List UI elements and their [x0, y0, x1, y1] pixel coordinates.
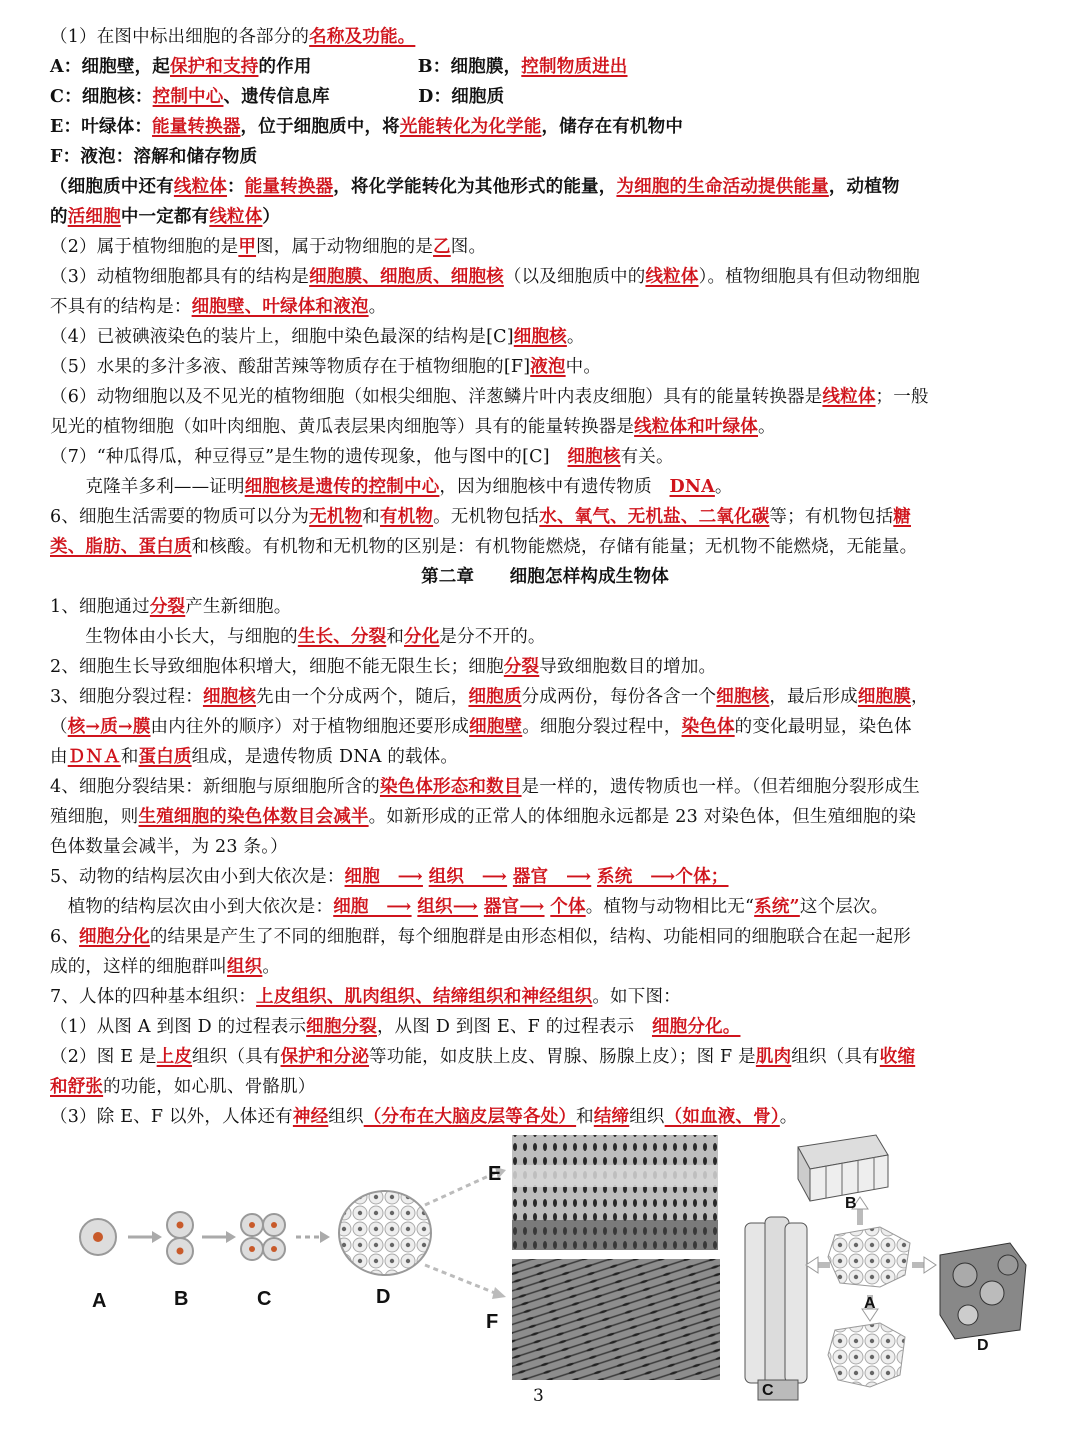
text-segment: ， — [910, 687, 929, 707]
text-segment: ，因为细胞核中有遗传物质 — [439, 477, 670, 497]
text-segment: （细胞质中还有 — [50, 177, 174, 197]
answer-text: 控制中心 — [152, 87, 224, 107]
caption-c: C — [257, 1288, 272, 1310]
text-segment: 图，属于动物细胞的是 — [256, 237, 434, 257]
answer-text: 系统” — [754, 897, 800, 917]
text-line — [50, 806, 1040, 828]
caption-right-b: B — [845, 1195, 857, 1212]
text-segment: 。细胞分裂过程中， — [522, 717, 682, 737]
caption-a: A — [92, 1290, 107, 1312]
answer-text: ＤＮＡ — [67, 747, 121, 767]
text-line — [50, 896, 1040, 918]
answer-text: 结缔 — [593, 1107, 630, 1127]
answer-text: 核→质→膜 — [67, 717, 151, 737]
text-segment: 、遗传信息库 — [223, 87, 330, 107]
text-segment: 是一样的，遗传物质也一样。（但若细胞分裂形成生 — [521, 777, 920, 797]
caption-right-c: C — [762, 1382, 774, 1399]
answer-text: 乙 — [433, 237, 451, 257]
text-line — [50, 416, 1040, 438]
text-segment: 5、动物的结构层次由小到大依次是： — [50, 867, 345, 887]
text-segment: ；一般 — [875, 387, 929, 407]
answer-text: （如血液、骨） — [664, 1107, 780, 1127]
answer-text: 保护和支持 — [169, 57, 259, 77]
text-segment: 的变化最明显，染色体 — [734, 717, 912, 737]
text-segment: 等；有机物包括 — [769, 507, 894, 527]
text-line — [50, 386, 1040, 408]
text-segment: 克隆羊多利——证明 — [50, 477, 245, 497]
answer-text: 细胞质 — [468, 687, 522, 707]
answer-text: 分裂 — [149, 597, 186, 617]
text-segment: 由 — [50, 747, 68, 767]
text-segment: （4）已被碘液染色的装片上，细胞中染色最深的结构是[C] — [50, 327, 514, 347]
text-segment: 。 — [779, 1107, 798, 1127]
answer-text: 器官 ⟶ — [512, 867, 592, 887]
text-segment: 导致细胞数目的增加。 — [539, 657, 717, 677]
text-segment: 组成，是遗传物质 DNA 的载体。 — [191, 747, 459, 767]
text-segment: ，将化学能转化为其他形式的能量， — [333, 177, 617, 197]
answer-text: 为细胞的生命活动提供能量 — [616, 177, 829, 197]
text-line — [50, 1016, 1040, 1038]
cell-division-diagram — [0, 1125, 1080, 1428]
text-line — [50, 716, 1040, 738]
answer-text: 无机物 — [309, 507, 363, 527]
answer-text: 糖 — [893, 507, 911, 527]
answer-text: 细胞 ⟶ — [344, 867, 423, 887]
answer-text: 线粒体和叶绿体 — [634, 417, 759, 437]
answer-text: 能量转换器 — [244, 177, 334, 197]
answer-text: 上皮组织、肌肉组织、结缔组织和神经组织 — [256, 987, 593, 1007]
text-segment: 产生新细胞。 — [185, 597, 292, 617]
text-segment: 的 — [50, 207, 68, 227]
caption-d: D — [376, 1286, 391, 1308]
text-segment: D：细胞质 — [329, 87, 505, 107]
answer-text: 生殖细胞的染色体数目会减半 — [138, 807, 369, 827]
text-segment: 3、细胞分裂过程： — [50, 687, 203, 707]
text-line — [50, 176, 1040, 198]
text-segment: 。无机物包括 — [433, 507, 540, 527]
answer-text: 细胞分化 — [79, 927, 150, 947]
answer-text: 细胞分裂 — [306, 1017, 377, 1037]
text-line — [50, 236, 1040, 258]
cell-d — [339, 1191, 431, 1275]
text-segment: 图。 — [450, 237, 487, 257]
text-segment: 成的，这样的细胞群叫 — [50, 957, 227, 977]
text-segment: 中一定都有 — [120, 207, 210, 227]
text-segment: C：细胞核： — [50, 87, 153, 107]
answer-text: 生长、分裂 — [297, 627, 387, 647]
text-segment: 见光的植物细胞（如叶肉细胞、黄瓜表层果肉细胞等）具有的能量转换器是 — [50, 417, 635, 437]
text-segment: 组织（具有 — [791, 1047, 880, 1067]
answer-text: 细胞核是遗传的控制中心 — [244, 477, 440, 497]
text-segment: 植物的结构层次由小到大依次是： — [50, 897, 334, 917]
text-segment: ，从图 D 到图 E、F 的过程表示 — [376, 1017, 652, 1037]
text-segment: 6、细胞生活需要的物质可以分为 — [50, 507, 310, 527]
text-segment: ，最后形成 — [769, 687, 858, 707]
text-line — [50, 506, 1040, 528]
text-line — [50, 776, 1040, 798]
text-segment: （3）除 E、F 以外，人体还有 — [50, 1107, 293, 1127]
text-segment: （1）从图 A 到图 D 的过程表示 — [50, 1017, 307, 1037]
text-line — [50, 326, 1040, 348]
answer-text: （分布在大脑皮层等各处） — [363, 1107, 577, 1127]
answer-text: 液泡 — [530, 357, 566, 377]
answer-text: 染色体 — [681, 717, 735, 737]
text-segment: 和 — [576, 1107, 594, 1127]
text-segment: 2、细胞生长导致细胞体积增大，细胞不能无限生长；细胞 — [50, 657, 504, 677]
cell-b — [167, 1212, 193, 1264]
tissue-c-fibers — [745, 1217, 807, 1400]
text-segment: 4、细胞分裂结果：新细胞与原细胞所含的 — [50, 777, 380, 797]
answer-text: 组织 — [227, 957, 263, 977]
answer-text: 上皮 — [156, 1047, 193, 1067]
answer-text: 线粒体 — [209, 207, 263, 227]
text-segment: 色体数量会减半，为 23 条。） — [50, 837, 288, 857]
text-line — [50, 206, 1040, 228]
answer-text: 组织 ⟶ — [428, 867, 508, 887]
text-segment: 1、细胞通过 — [50, 597, 150, 617]
cell-a — [80, 1219, 116, 1255]
text-segment: 。植物与动物相比无“ — [585, 897, 755, 917]
answer-text: 收缩 — [879, 1047, 916, 1067]
cell-c — [241, 1214, 285, 1260]
text-segment: （以及细胞质中的 — [503, 267, 646, 287]
text-line — [50, 356, 1040, 378]
text-segment: 。如新形成的正常人的体细胞永远都是 23 对染色体，但生殖细胞的染 — [368, 807, 917, 827]
text-segment: E：叶绿体： — [50, 117, 153, 137]
text-segment: 。如下图： — [592, 987, 681, 1007]
text-segment: （2）属于植物细胞的是 — [50, 237, 239, 257]
text-segment: ） — [262, 207, 281, 227]
text-segment: 由内往外的顺序）对于植物细胞还要形成 — [150, 717, 470, 737]
text-line — [50, 656, 1040, 678]
answer-text: 蛋白质 — [138, 747, 192, 767]
caption-f: F — [486, 1311, 499, 1333]
text-segment: 生物体由小长大，与细胞的 — [50, 627, 298, 647]
text-segment: B：细胞膜， — [311, 57, 522, 77]
text-segment: F：液泡：溶解和储存物质 — [50, 147, 258, 167]
answer-text: 有机物 — [379, 507, 434, 527]
text-line — [50, 536, 1040, 558]
text-segment: 6、 — [50, 927, 80, 947]
muscle-tissue-image — [512, 1259, 720, 1380]
text-line — [50, 956, 1040, 978]
text-segment: 组织 — [629, 1107, 665, 1127]
text-line — [50, 866, 1040, 888]
answer-text: 名称及功能。 — [309, 27, 416, 47]
text-segment: ）。植物细胞具有但动物细胞 — [698, 267, 920, 287]
caption-e: E — [488, 1163, 502, 1185]
text-segment: ： — [227, 177, 245, 197]
text-line — [50, 1046, 1040, 1068]
text-segment: 的作用 — [258, 57, 312, 77]
text-segment: 和核酸。有机物和无机物的区别是：有机物能燃烧，存储有能量；无机物不能燃烧，无能量。 — [191, 537, 918, 557]
text-segment: 和 — [362, 507, 380, 527]
answer-text: 线粒体 — [822, 387, 876, 407]
answer-text: 光能转化为化学能 — [399, 117, 542, 137]
text-line — [50, 596, 1040, 618]
answer-text: 细胞膜 — [857, 687, 911, 707]
answer-text: 器官⟶ — [483, 897, 545, 917]
text-line — [50, 146, 1040, 168]
text-line — [50, 566, 1040, 588]
text-line — [50, 26, 1040, 48]
tissue-figure — [0, 1125, 1080, 1428]
answer-text: 甲 — [238, 237, 257, 257]
page-number: 3 — [533, 1386, 544, 1406]
text-segment: 不具有的结构是： — [50, 297, 192, 317]
answer-text: DNA — [669, 477, 715, 497]
answer-text: 细胞膜、细胞质、细胞核 — [309, 267, 504, 287]
caption-right-a: A — [864, 1295, 876, 1312]
text-line — [50, 446, 1040, 468]
text-line — [50, 56, 1040, 78]
text-segment: 第二章 细胞怎样构成生物体 — [421, 567, 669, 587]
text-segment: （2）图 E 是 — [50, 1047, 157, 1067]
answer-text: 水、氧气、无机盐、二氧化碳 — [539, 507, 770, 527]
text-segment: （5）水果的多汁多液、酸甜苦辣等物质存在于植物细胞的[F] — [50, 357, 531, 377]
answer-text: 组织⟶ — [417, 897, 479, 917]
text-segment: 。 — [566, 327, 585, 347]
answer-text: 活细胞 — [67, 207, 121, 227]
text-segment: （ — [50, 717, 68, 737]
text-segment: 组织 — [328, 1107, 364, 1127]
text-segment: （3）动植物细胞都具有的结构是 — [50, 267, 310, 287]
text-segment: 。 — [368, 297, 387, 317]
text-segment: 。 — [262, 957, 281, 977]
text-segment: 。 — [714, 477, 733, 497]
text-segment: 分成两份，每份各含一个 — [521, 687, 717, 707]
text-line — [50, 476, 1040, 498]
caption-right-d: D — [977, 1337, 989, 1354]
answer-text: 分裂 — [503, 657, 540, 677]
text-segment: ，位于细胞质中，将 — [240, 117, 400, 137]
answer-text: 染色体形态和数目 — [379, 777, 522, 797]
text-line — [50, 686, 1040, 708]
text-line — [50, 266, 1040, 288]
answer-text: 细胞壁、叶绿体和液泡 — [191, 297, 369, 317]
answer-text: 线粒体 — [645, 267, 699, 287]
text-segment: （6）动物细胞以及不见光的植物细胞（如根尖细胞、洋葱鳞片叶内表皮细胞）具有的能量转换器是 — [50, 387, 823, 407]
text-segment: 中。 — [565, 357, 602, 377]
tissue-d-block — [940, 1243, 1026, 1339]
text-segment: 的功能，如心肌、骨骼肌） — [103, 1077, 316, 1097]
answer-text: 系统 ⟶个体； — [597, 867, 729, 887]
text-segment: 等功能，如皮肤上皮、胃腺、肠腺上皮）；图 F 是 — [369, 1047, 756, 1067]
answer-text: 细胞核 — [513, 327, 567, 347]
answer-text: 分化 — [404, 627, 440, 647]
text-line — [50, 986, 1040, 1008]
answer-text: 类、脂肪、蛋白质 — [50, 537, 192, 557]
answer-text: 细胞核 — [716, 687, 770, 707]
text-segment: （1）在图中标出细胞的各部分的 — [50, 27, 310, 47]
text-segment: 的结果是产生了不同的细胞群，每个细胞群是由形态相似，结构、功能相同的细胞联合在起一起形 — [149, 927, 911, 947]
answer-text: 细胞核 — [202, 687, 257, 707]
text-segment: 这个层次。 — [799, 897, 889, 917]
text-line — [50, 116, 1040, 138]
answer-text: 保护和分泌 — [280, 1047, 370, 1067]
answer-text: 肌肉 — [755, 1047, 792, 1067]
text-segment: 殖细胞，则 — [50, 807, 139, 827]
answer-text: 控制物质进出 — [521, 57, 628, 77]
answer-text: 细胞壁 — [469, 717, 523, 737]
answer-text: 和舒张 — [50, 1077, 104, 1097]
text-line — [50, 926, 1040, 948]
answer-text: 线粒体 — [173, 177, 228, 197]
text-line — [50, 86, 1040, 108]
text-segment: 是分不开的。 — [439, 627, 546, 647]
tissue-b-block — [798, 1135, 888, 1201]
text-segment: 。 — [758, 417, 776, 437]
text-segment: 有关。 — [620, 447, 674, 467]
answer-text: 能量转换器 — [152, 117, 241, 137]
text-line — [50, 746, 1040, 768]
text-segment: 组织（具有 — [192, 1047, 281, 1067]
text-line — [50, 626, 1040, 648]
answer-text: 神经 — [292, 1107, 329, 1127]
text-segment: 7、人体的四种基本组织： — [50, 987, 257, 1007]
answer-text: 个体 — [550, 897, 586, 917]
caption-b: B — [174, 1288, 189, 1310]
answer-text: 细胞 ⟶ — [333, 897, 412, 917]
answer-text: 细胞核 — [567, 447, 621, 467]
text-segment: ，储存在有机物中 — [541, 117, 684, 137]
text-line — [50, 296, 1040, 318]
text-segment: A：细胞壁，起 — [50, 57, 170, 77]
text-line — [50, 836, 1040, 858]
text-segment: 和 — [120, 747, 139, 767]
text-line — [50, 1076, 1040, 1098]
text-segment: ，动植物 — [828, 177, 900, 197]
answer-text: 细胞分化。 — [651, 1017, 741, 1037]
text-segment: 先由一个分成两个，随后， — [256, 687, 469, 707]
text-segment: 和 — [386, 627, 405, 647]
text-segment: （7）“种瓜得瓜，种豆得豆”是生物的遗传现象，他与图中的[C] — [50, 447, 568, 467]
